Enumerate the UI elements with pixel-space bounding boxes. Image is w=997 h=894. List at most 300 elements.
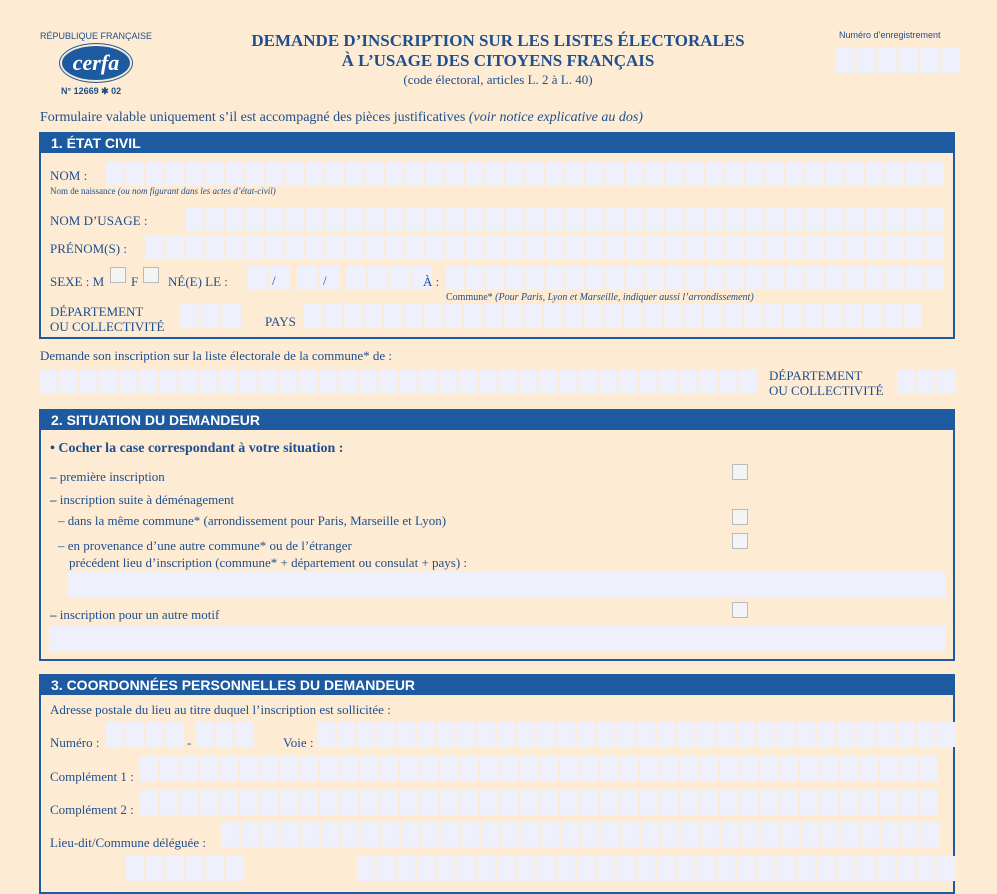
comb-cell[interactable]: [286, 162, 304, 186]
comb-cell[interactable]: [806, 162, 824, 186]
comb-cell[interactable]: [226, 236, 244, 260]
comb-cell[interactable]: [366, 236, 384, 260]
comb-cell[interactable]: [319, 370, 337, 394]
comb-cell[interactable]: [417, 722, 435, 747]
comb-cell[interactable]: [480, 790, 498, 815]
comb-cell[interactable]: [786, 162, 804, 186]
comb-cell[interactable]: [866, 162, 884, 186]
comb-cell[interactable]: [426, 236, 444, 260]
comb-cell[interactable]: [666, 236, 684, 260]
comb-cell[interactable]: [846, 236, 864, 260]
comb-cell[interactable]: [566, 266, 584, 290]
comb-cell[interactable]: [59, 370, 77, 394]
comb-cell[interactable]: [826, 162, 844, 186]
sexe-f-checkbox[interactable]: [143, 267, 159, 283]
comb-cell[interactable]: [506, 236, 524, 260]
comb-cell[interactable]: [626, 162, 644, 186]
comb-cell[interactable]: [639, 370, 657, 394]
comb-cell[interactable]: [586, 266, 604, 290]
comb-cell[interactable]: [640, 756, 658, 781]
comb-cell[interactable]: [606, 207, 624, 231]
comb-cell[interactable]: [680, 756, 698, 781]
comb-cell[interactable]: [604, 304, 622, 328]
comb-cell[interactable]: [577, 722, 595, 747]
comb-cell[interactable]: [440, 756, 458, 781]
comb-cell[interactable]: [884, 304, 902, 328]
comb-cell[interactable]: [581, 822, 599, 847]
comb-cell[interactable]: [281, 822, 299, 847]
comb-cell[interactable]: [486, 236, 504, 260]
comb-cell[interactable]: [320, 790, 338, 815]
comb-cell[interactable]: [486, 162, 504, 186]
comb-cell[interactable]: [519, 370, 537, 394]
comb-cell[interactable]: [397, 856, 415, 881]
comb-cell[interactable]: [737, 856, 755, 881]
birth-day-field[interactable]: [248, 266, 290, 290]
comb-cell[interactable]: [477, 856, 495, 881]
comb-cell[interactable]: [937, 722, 955, 747]
comb-cell[interactable]: [860, 790, 878, 815]
comb-cell[interactable]: [644, 304, 662, 328]
comb-cell[interactable]: [599, 370, 617, 394]
comb-cell[interactable]: [686, 207, 704, 231]
comb-cell[interactable]: [866, 266, 884, 290]
birth-year-field[interactable]: [346, 266, 432, 290]
autre-commune-checkbox[interactable]: [732, 533, 748, 549]
comb-cell[interactable]: [621, 822, 639, 847]
comb-cell[interactable]: [406, 207, 424, 231]
comb-cell[interactable]: [146, 236, 164, 260]
comb-cell[interactable]: [617, 856, 635, 881]
comb-cell[interactable]: [699, 370, 717, 394]
comb-cell[interactable]: [584, 304, 602, 328]
birth-dept-field[interactable]: [180, 304, 241, 328]
comb-cell[interactable]: [780, 756, 798, 781]
comb-cell[interactable]: [766, 266, 784, 290]
comb-cell[interactable]: [684, 304, 702, 328]
comb-cell[interactable]: [384, 304, 402, 328]
comb-cell[interactable]: [400, 756, 418, 781]
comb-cell[interactable]: [299, 370, 317, 394]
comb-cell[interactable]: [597, 722, 615, 747]
comb-cell[interactable]: [186, 162, 204, 186]
comb-cell[interactable]: [824, 304, 842, 328]
comb-cell[interactable]: [764, 304, 782, 328]
comb-cell[interactable]: [626, 266, 644, 290]
comb-cell[interactable]: [266, 236, 284, 260]
comb-cell[interactable]: [146, 856, 164, 881]
comb-cell[interactable]: [501, 822, 519, 847]
comb-cell[interactable]: [877, 856, 895, 881]
comb-cell[interactable]: [837, 856, 855, 881]
comb-cell[interactable]: [726, 236, 744, 260]
comb-cell[interactable]: [900, 756, 918, 781]
comb-cell[interactable]: [806, 236, 824, 260]
comb-cell[interactable]: [506, 207, 524, 231]
comb-cell[interactable]: [246, 207, 264, 231]
comb-cell[interactable]: [800, 790, 818, 815]
comb-cell[interactable]: [706, 207, 724, 231]
comb-cell[interactable]: [926, 266, 944, 290]
comb-cell[interactable]: [300, 756, 318, 781]
comb-cell[interactable]: [606, 162, 624, 186]
comb-cell[interactable]: [497, 722, 515, 747]
comb-cell[interactable]: [260, 756, 278, 781]
comb-cell[interactable]: [797, 856, 815, 881]
comb-cell[interactable]: [679, 370, 697, 394]
comb-cell[interactable]: [466, 162, 484, 186]
comb-cell[interactable]: [540, 790, 558, 815]
comb-cell[interactable]: [586, 236, 604, 260]
comb-cell[interactable]: [500, 790, 518, 815]
comb-cell[interactable]: [820, 756, 838, 781]
comb-cell[interactable]: [741, 822, 759, 847]
comb-cell[interactable]: [419, 370, 437, 394]
comb-cell[interactable]: [917, 722, 935, 747]
comb-cell[interactable]: [804, 304, 822, 328]
comb-cell[interactable]: [719, 370, 737, 394]
birth-commune-field[interactable]: [446, 266, 944, 290]
comb-cell[interactable]: [704, 304, 722, 328]
comb-cell[interactable]: [717, 722, 735, 747]
comb-cell[interactable]: [557, 856, 575, 881]
comb-cell[interactable]: [660, 756, 678, 781]
comb-cell[interactable]: [579, 370, 597, 394]
comb-cell[interactable]: [126, 162, 144, 186]
comb-cell[interactable]: [464, 304, 482, 328]
comb-cell[interactable]: [366, 162, 384, 186]
comb-cell[interactable]: [241, 822, 259, 847]
comb-cell[interactable]: [326, 162, 344, 186]
comb-cell[interactable]: [906, 266, 924, 290]
comb-cell[interactable]: [186, 207, 204, 231]
comb-cell[interactable]: [377, 856, 395, 881]
comb-cell[interactable]: [766, 207, 784, 231]
comb-cell[interactable]: [826, 236, 844, 260]
comb-cell[interactable]: [446, 162, 464, 186]
comb-cell[interactable]: [561, 822, 579, 847]
comb-cell[interactable]: [326, 236, 344, 260]
comb-cell[interactable]: [624, 304, 642, 328]
comb-cell[interactable]: [226, 207, 244, 231]
code-postal-field[interactable]: [126, 856, 244, 881]
comb-cell[interactable]: [660, 790, 678, 815]
comb-cell[interactable]: [659, 370, 677, 394]
comb-cell[interactable]: [720, 790, 738, 815]
comb-cell[interactable]: [517, 856, 535, 881]
comb-cell[interactable]: [306, 207, 324, 231]
comb-cell[interactable]: [619, 370, 637, 394]
comb-cell[interactable]: [606, 266, 624, 290]
comb-cell[interactable]: [457, 856, 475, 881]
comb-cell[interactable]: [786, 207, 804, 231]
comb-cell[interactable]: [537, 856, 555, 881]
comb-cell[interactable]: [777, 856, 795, 881]
comb-cell[interactable]: [339, 370, 357, 394]
comb-cell[interactable]: [717, 856, 735, 881]
premiere-checkbox[interactable]: [732, 464, 748, 480]
comb-cell[interactable]: [841, 822, 859, 847]
complement1-field[interactable]: [140, 756, 938, 781]
comb-cell[interactable]: [580, 790, 598, 815]
comb-cell[interactable]: [460, 756, 478, 781]
comb-cell[interactable]: [637, 856, 655, 881]
comb-cell[interactable]: [746, 236, 764, 260]
comb-cell[interactable]: [926, 236, 944, 260]
comb-cell[interactable]: [646, 236, 664, 260]
comb-cell[interactable]: [760, 756, 778, 781]
comb-cell[interactable]: [846, 266, 864, 290]
comb-cell[interactable]: [820, 790, 838, 815]
comb-cell[interactable]: [920, 756, 938, 781]
sexe-m-checkbox[interactable]: [110, 267, 126, 283]
comb-cell[interactable]: [39, 370, 57, 394]
comb-cell[interactable]: [720, 756, 738, 781]
comb-cell[interactable]: [357, 722, 375, 747]
comb-cell[interactable]: [921, 822, 939, 847]
comb-cell[interactable]: [420, 756, 438, 781]
comb-cell[interactable]: [526, 236, 544, 260]
comb-cell[interactable]: [206, 207, 224, 231]
comb-cell[interactable]: [626, 236, 644, 260]
comb-cell[interactable]: [781, 822, 799, 847]
comb-cell[interactable]: [206, 856, 224, 881]
birth-month-field[interactable]: [297, 266, 339, 290]
comb-cell[interactable]: [746, 266, 764, 290]
comb-cell[interactable]: [706, 162, 724, 186]
comb-cell[interactable]: [920, 790, 938, 815]
comb-cell[interactable]: [846, 207, 864, 231]
comb-cell[interactable]: [220, 790, 238, 815]
comb-cell[interactable]: [886, 162, 904, 186]
comb-cell[interactable]: [666, 162, 684, 186]
comb-cell[interactable]: [261, 822, 279, 847]
comb-cell[interactable]: [504, 304, 522, 328]
comb-cell[interactable]: [280, 790, 298, 815]
comb-cell[interactable]: [697, 722, 715, 747]
comb-cell[interactable]: [446, 266, 464, 290]
comb-cell[interactable]: [906, 236, 924, 260]
comb-cell[interactable]: [726, 207, 744, 231]
comb-cell[interactable]: [160, 790, 178, 815]
comb-cell[interactable]: [126, 856, 144, 881]
comb-cell[interactable]: [900, 790, 918, 815]
commune-request-field[interactable]: [39, 370, 757, 394]
comb-cell[interactable]: [580, 756, 598, 781]
comb-cell[interactable]: [586, 207, 604, 231]
comb-cell[interactable]: [620, 790, 638, 815]
meme-commune-checkbox[interactable]: [732, 509, 748, 525]
comb-cell[interactable]: [786, 236, 804, 260]
comb-cell[interactable]: [817, 722, 835, 747]
comb-cell[interactable]: [380, 756, 398, 781]
comb-cell[interactable]: [866, 207, 884, 231]
comb-cell[interactable]: [860, 756, 878, 781]
comb-cell[interactable]: [539, 370, 557, 394]
comb-cell[interactable]: [397, 722, 415, 747]
comb-cell[interactable]: [517, 722, 535, 747]
comb-cell[interactable]: [617, 722, 635, 747]
comb-cell[interactable]: [521, 822, 539, 847]
comb-cell[interactable]: [740, 790, 758, 815]
comb-cell[interactable]: [240, 790, 258, 815]
comb-cell[interactable]: [677, 722, 695, 747]
comb-cell[interactable]: [817, 856, 835, 881]
comb-cell[interactable]: [200, 756, 218, 781]
comb-cell[interactable]: [461, 822, 479, 847]
comb-cell[interactable]: [600, 756, 618, 781]
comb-cell[interactable]: [226, 162, 244, 186]
comb-cell[interactable]: [577, 856, 595, 881]
comb-cell[interactable]: [740, 756, 758, 781]
comb-cell[interactable]: [520, 756, 538, 781]
comb-cell[interactable]: [344, 304, 362, 328]
comb-cell[interactable]: [160, 756, 178, 781]
comb-cell[interactable]: [460, 790, 478, 815]
comb-cell[interactable]: [219, 370, 237, 394]
comb-cell[interactable]: [480, 756, 498, 781]
comb-cell[interactable]: [826, 266, 844, 290]
comb-cell[interactable]: [780, 790, 798, 815]
comb-cell[interactable]: [484, 304, 502, 328]
comb-cell[interactable]: [739, 370, 757, 394]
comb-cell[interactable]: [641, 822, 659, 847]
comb-cell[interactable]: [139, 370, 157, 394]
comb-cell[interactable]: [360, 756, 378, 781]
comb-cell[interactable]: [380, 790, 398, 815]
comb-cell[interactable]: [499, 370, 517, 394]
comb-cell[interactable]: [259, 370, 277, 394]
comb-cell[interactable]: [886, 236, 904, 260]
comb-cell[interactable]: [700, 790, 718, 815]
comb-cell[interactable]: [857, 722, 875, 747]
comb-cell[interactable]: [801, 822, 819, 847]
comb-cell[interactable]: [486, 207, 504, 231]
comb-cell[interactable]: [897, 722, 915, 747]
comb-cell[interactable]: [546, 266, 564, 290]
comb-cell[interactable]: [346, 207, 364, 231]
comb-cell[interactable]: [446, 207, 464, 231]
nom-usage-field[interactable]: [186, 207, 944, 231]
comb-cell[interactable]: [466, 236, 484, 260]
commune-field[interactable]: [357, 856, 955, 881]
comb-cell[interactable]: [657, 856, 675, 881]
comb-cell[interactable]: [477, 722, 495, 747]
comb-cell[interactable]: [180, 756, 198, 781]
comb-cell[interactable]: [406, 162, 424, 186]
lieudit-field[interactable]: [221, 822, 939, 847]
comb-cell[interactable]: [746, 207, 764, 231]
comb-cell[interactable]: [306, 236, 324, 260]
comb-cell[interactable]: [420, 790, 438, 815]
comb-cell[interactable]: [901, 822, 919, 847]
comb-cell[interactable]: [680, 790, 698, 815]
comb-cell[interactable]: [426, 162, 444, 186]
comb-cell[interactable]: [726, 162, 744, 186]
comb-cell[interactable]: [366, 207, 384, 231]
comb-cell[interactable]: [737, 722, 755, 747]
comb-cell[interactable]: [766, 162, 784, 186]
comb-cell[interactable]: [166, 236, 184, 260]
comb-cell[interactable]: [806, 207, 824, 231]
comb-cell[interactable]: [159, 370, 177, 394]
comb-cell[interactable]: [861, 822, 879, 847]
comb-cell[interactable]: [886, 207, 904, 231]
comb-cell[interactable]: [877, 722, 895, 747]
comb-cell[interactable]: [864, 304, 882, 328]
comb-cell[interactable]: [486, 266, 504, 290]
comb-cell[interactable]: [386, 162, 404, 186]
comb-cell[interactable]: [279, 370, 297, 394]
comb-cell[interactable]: [661, 822, 679, 847]
comb-cell[interactable]: [757, 856, 775, 881]
comb-cell[interactable]: [441, 822, 459, 847]
comb-cell[interactable]: [286, 207, 304, 231]
comb-cell[interactable]: [637, 722, 655, 747]
comb-cell[interactable]: [199, 370, 217, 394]
comb-cell[interactable]: [706, 266, 724, 290]
comb-cell[interactable]: [286, 236, 304, 260]
comb-cell[interactable]: [497, 856, 515, 881]
comb-cell[interactable]: [844, 304, 862, 328]
comb-cell[interactable]: [399, 370, 417, 394]
comb-cell[interactable]: [206, 236, 224, 260]
comb-cell[interactable]: [744, 304, 762, 328]
comb-cell[interactable]: [761, 822, 779, 847]
comb-cell[interactable]: [646, 162, 664, 186]
comb-cell[interactable]: [379, 370, 397, 394]
precedent-field[interactable]: [68, 572, 946, 597]
comb-cell[interactable]: [304, 304, 322, 328]
comb-cell[interactable]: [746, 162, 764, 186]
comb-cell[interactable]: [246, 236, 264, 260]
comb-cell[interactable]: [846, 162, 864, 186]
nom-field[interactable]: [106, 162, 944, 186]
comb-cell[interactable]: [537, 722, 555, 747]
comb-cell[interactable]: [664, 304, 682, 328]
comb-cell[interactable]: [466, 207, 484, 231]
comb-cell[interactable]: [359, 370, 377, 394]
comb-cell[interactable]: [701, 822, 719, 847]
comb-cell[interactable]: [500, 756, 518, 781]
comb-cell[interactable]: [361, 822, 379, 847]
comb-cell[interactable]: [326, 207, 344, 231]
comb-cell[interactable]: [246, 162, 264, 186]
comb-cell[interactable]: [559, 370, 577, 394]
comb-cell[interactable]: [240, 756, 258, 781]
comb-cell[interactable]: [806, 266, 824, 290]
comb-cell[interactable]: [546, 236, 564, 260]
registration-field[interactable]: [836, 48, 960, 73]
comb-cell[interactable]: [306, 162, 324, 186]
autre-motif-field[interactable]: [49, 626, 946, 651]
comb-cell[interactable]: [321, 822, 339, 847]
comb-cell[interactable]: [79, 370, 97, 394]
comb-cell[interactable]: [437, 856, 455, 881]
comb-cell[interactable]: [404, 304, 422, 328]
comb-cell[interactable]: [457, 722, 475, 747]
comb-cell[interactable]: [640, 790, 658, 815]
comb-cell[interactable]: [446, 236, 464, 260]
comb-cell[interactable]: [677, 856, 695, 881]
comb-cell[interactable]: [601, 822, 619, 847]
comb-cell[interactable]: [221, 822, 239, 847]
comb-cell[interactable]: [266, 162, 284, 186]
comb-cell[interactable]: [840, 790, 858, 815]
comb-cell[interactable]: [146, 162, 164, 186]
comb-cell[interactable]: [797, 722, 815, 747]
comb-cell[interactable]: [866, 236, 884, 260]
